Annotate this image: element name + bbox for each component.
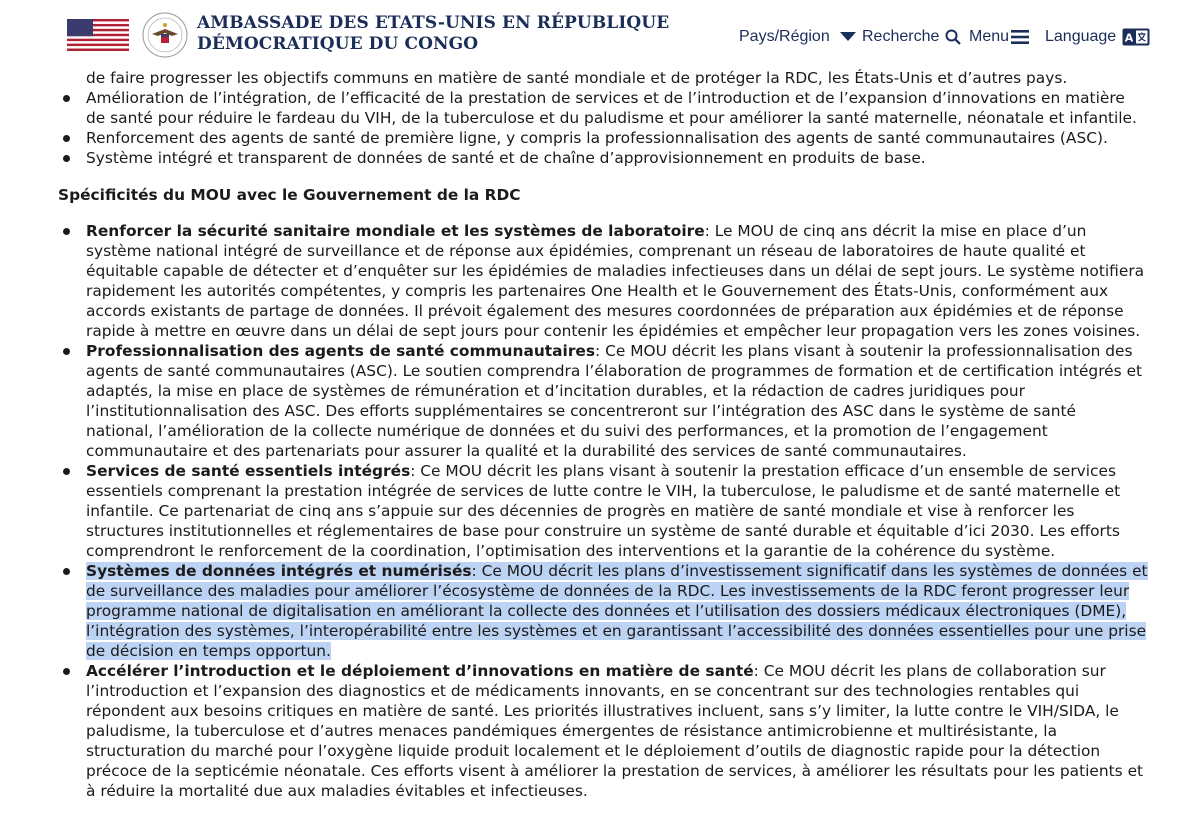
list-item: de faire progresser les objectifs communs en matière de santé mondiale et de protéger la RDC, les États-Unis et d’autres pays. [86,69,1068,87]
hamburger-icon [1011,30,1029,44]
svg-text:A: A [1124,31,1134,45]
item-term: Professionnalisation des agents de santé communautaires [86,342,596,360]
list-item: Système intégré et transparent de données de santé et de chaîne d’approvisionnement en produits de base. [0,148,1200,168]
item-text: : Ce MOU décrit les plans de collaboration sur l’introduction et l’expansion des diagnostics et de médicaments innovants, en se concentrant sur des technologies rentables qui répondent aux besoins critiques en matière de santé. Les priorités illustratives incluent, sans s’y limiter, la lutte contre le VIH/SIDA, le paludisme, la tuberculose et d’autres menaces pandémiques émergentes de résistance antimicrobienne et multirésistante, la structuration du marché pour l’oxygène liquide produit localement et le déploiement d’outils de diagnostic rapide pour la détection précoce de la septicémie néonatale. Ces efforts visent à améliorer la prestation de services, à améliorer les résultats pour les patients et à réduire la mortalité due aux maladies évitables et infectieuses. [86,662,1144,800]
text-selection[interactable] [86,562,1148,660]
specifics-list [0,221,1200,801]
intro-list [0,68,1200,168]
item-text: : Ce MOU décrit les plans d’investissement significatif dans les systèmes de données et de surveillance des maladies pour améliorer l’écosystème de données de la RDC. Les investissements de la RDC feront progresser leur programme national de digitalisation en améliorant la collecte des données et l’utilisation des dossiers médicaux électroniques (DME), l’intégration des systèmes, l’interopérabilité entre les systèmes et en garantissant l’accessibilité des données essentielles pour une prise de décision en temps opportun. [86,562,1148,660]
embassy-seal-icon[interactable] [142,12,188,58]
list-item: Amélioration de l’intégration, de l’efficacité de la prestation de services et de l’introduction et de l’expansion d’innovations en matière de santé pour réduire le fardeau du VIH, de la tuberculose et du paludisme et pour améliorer la santé maternelle, néonatale et infantile. [0,88,1200,128]
item-text: : Ce MOU décrit les plans visant à soutenir la professionnalisation des agents de santé communautaires (ASC). Le soutien comprendra l’élaboration de programmes de formation et de certification intégrés et adaptés, la mise en place de systèmes de rémunération et d’incitation durables, et la rédaction de cadres juridiques pour l’institutionnalisation des ASC. Des efforts supplémentaires se concentreront sur l’intégration des ASC dans le système de santé national, l’amélioration de la collecte numérique de données et du suivi des performances, et la promotion de l’engagement communautaire et des partenariats pour assurer la qualité et la durabilité des services de santé communautaires. [86,342,1143,460]
search-button[interactable] [862,28,961,46]
list-item [0,341,1200,461]
country-region-button[interactable] [739,28,856,46]
language-button[interactable] [1045,28,1150,46]
caret-down-icon [840,32,856,42]
list-item [0,221,1200,341]
section-heading: Spécificités du MOU avec le Gouvernement de la RDC [58,186,521,204]
search-label: Recherche [862,28,940,45]
list-item [0,461,1200,561]
search-icon [945,29,961,45]
menu-button[interactable] [969,28,1029,46]
translate-icon [1122,28,1150,46]
item-term: Services de santé essentiels intégrés [86,462,411,480]
item-text: : Ce MOU décrit les plans visant à soutenir la prestation efficace d’un ensemble de services essentiels comprenant la prestation intégrée de services de lutte contre le VIH, la tuberculose, le paludisme et de santé maternelle et infantile. Ce partenariat de cinq ans s’appuie sur des décennies de progrès en matière de santé mondiale et vise à renforcer les structures institutionnelles et réglementaires de base pour construire un système de santé durable et équitable d’ici 2030. Les efforts comprendront le renforcement de la coordination, l’optimisation des interventions et la garantie de la cohérence du système. [86,462,1121,560]
item-term: Renforcer la sécurité sanitaire mondiale et les systèmes de laboratoire [86,222,705,240]
item-term: Accélérer l’introduction et le déploiement d’innovations en matière de santé [86,662,754,680]
menu-label: Menu [969,28,1010,45]
site-header [0,0,1200,62]
embassy-title[interactable] [197,13,669,55]
embassy-title-line1: AMBASSADE DES ETATS-UNIS EN RÉPUBLIQUE [197,13,670,33]
list-item: Renforcement des agents de santé de première ligne, y compris la professionnalisation des agents de santé communautaires (ASC). [0,128,1200,148]
item-text: : Le MOU de cinq ans décrit la mise en place d’un système national intégré de surveillance et de réponse aux épidémies, comprenant un réseau de laboratoires de haute qualité et équitable capable de détecter et d’enquêter sur les épidémies de maladies infectieuses dans un délai de sept jours. Le système notifiera rapidement les autorités compétentes, y compris les partenaires One Health et le Gouvernement des États-Unis, conformément aux accords existants de partage de données. Il prévoit également des mesures coordonnées de préparation aux épidémies et de réponse rapide à mettre en œuvre dans un délai de sept jours pour contenir les épidémies et empêcher leur propagation vers les zones voisines. [86,222,1145,340]
country-region-label: Pays/Région [739,28,830,45]
language-label: Language [1045,28,1117,45]
item-term: Systèmes de données intégrés et numérisés [86,562,472,580]
list-item [0,661,1200,801]
embassy-title-line2: DÉMOCRATIQUE DU CONGO [197,34,479,54]
us-flag-icon[interactable] [67,19,129,51]
list-item-selected [0,561,1200,661]
